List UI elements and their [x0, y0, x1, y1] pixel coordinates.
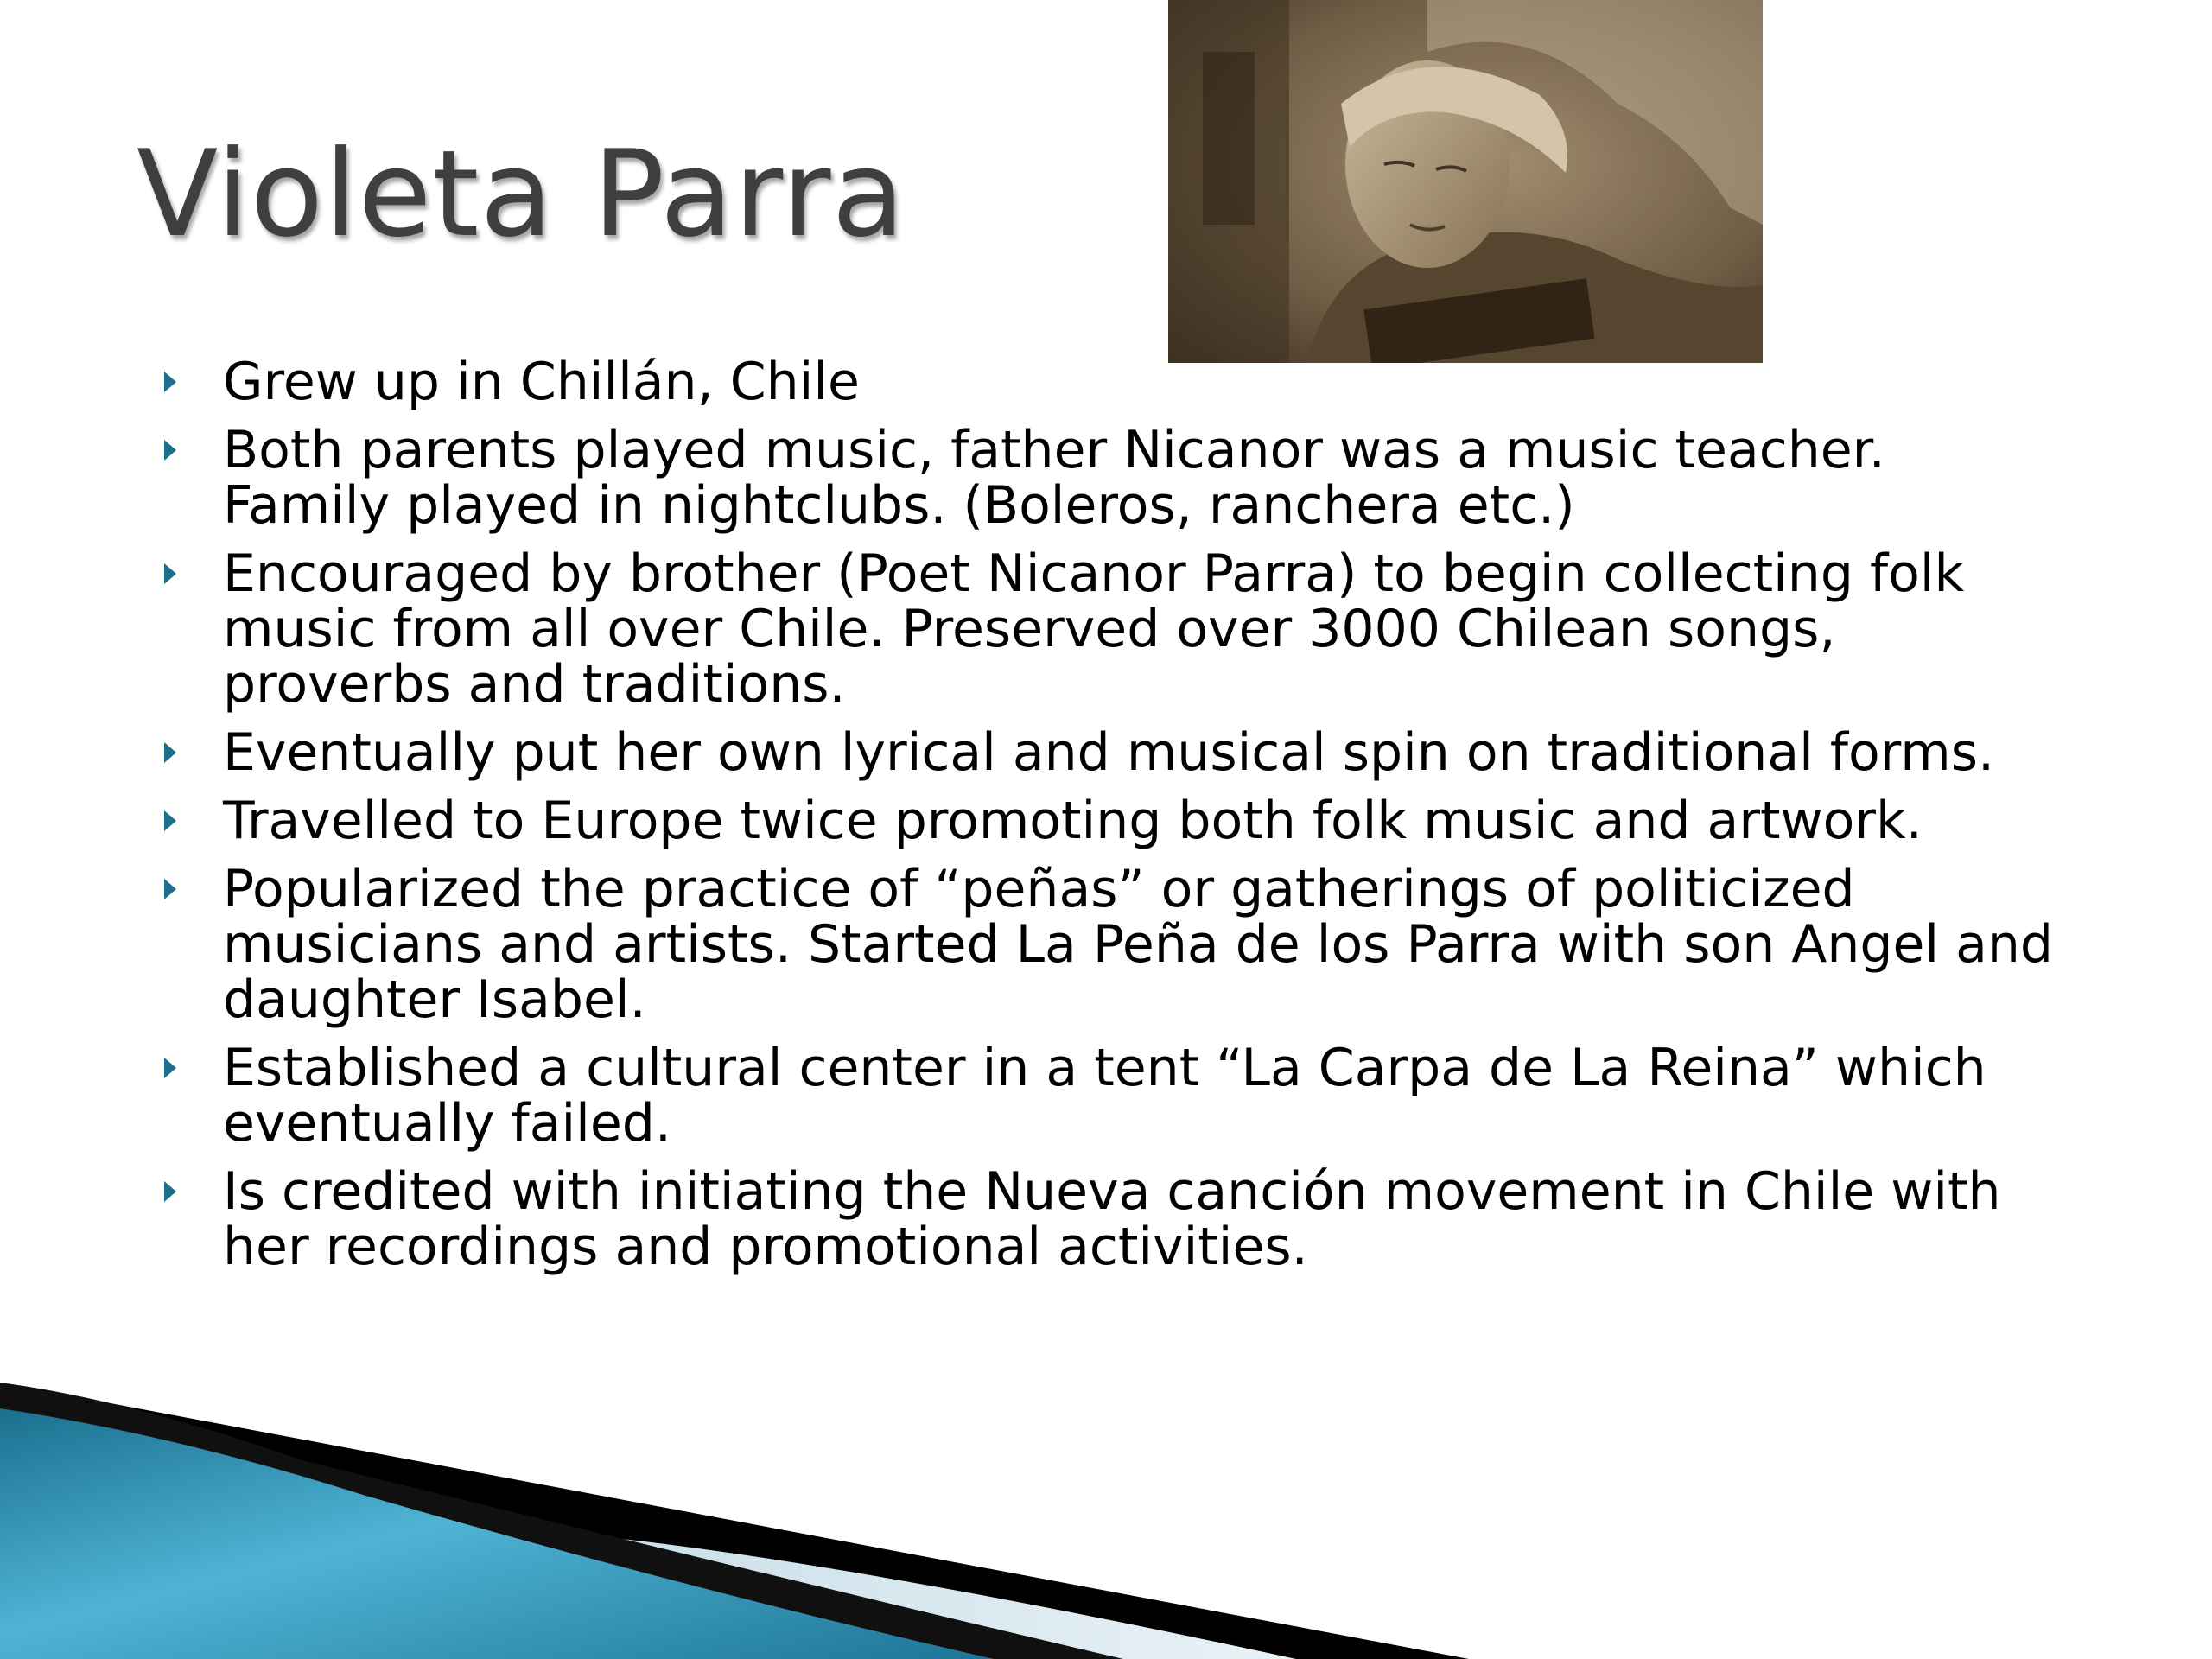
bullet-list — [164, 354, 2065, 1287]
triangle-bullet-icon — [164, 1181, 176, 1202]
bullet-text: Travelled to Europe twice promoting both folk music and artwork. — [223, 791, 1923, 851]
decorative-swoosh — [0, 1382, 2212, 1659]
bullet-text: Both parents played music, father Nicanor was a music teacher. Family played in nightclubs. (Boleros, ranchera etc.) — [223, 420, 1885, 536]
triangle-bullet-icon — [164, 879, 176, 899]
list-item — [164, 1038, 2065, 1154]
portrait-photo — [1168, 0, 1763, 363]
triangle-bullet-icon — [164, 742, 176, 763]
list-item — [164, 793, 2065, 849]
bullet-text: Eventually put her own lyrical and musical spin on traditional forms. — [223, 722, 1995, 783]
triangle-bullet-icon — [164, 563, 176, 584]
bullet-text: Encouraged by brother (Poet Nicanor Parra) to begin collecting folk music from all over Chile. Preserved over 3000 Chilean songs, proverbs and traditions. — [223, 543, 1965, 715]
bullet-text: Popularized the practice of “peñas” or gatherings of politicized musicians and artists. Started La Peña de los Parra with son Angel and daughter Isabel. — [223, 859, 2053, 1030]
portrait-photo-image — [1168, 0, 1763, 363]
triangle-bullet-icon — [164, 810, 176, 831]
list-item — [164, 722, 2065, 783]
list-item — [164, 354, 2065, 410]
list-item — [164, 859, 2065, 1030]
bullet-text: Established a cultural center in a tent “La Carpa de La Reina” which eventually failed. — [223, 1038, 1986, 1154]
triangle-bullet-icon — [164, 372, 176, 392]
list-item — [164, 1161, 2065, 1277]
list-item — [164, 543, 2065, 715]
triangle-bullet-icon — [164, 440, 176, 461]
triangle-bullet-icon — [164, 1058, 176, 1078]
slide-title: Violeta Parra — [137, 124, 906, 264]
bullet-text: Grew up in Chillán, Chile — [223, 352, 860, 412]
bullet-text: Is credited with initiating the Nueva canción movement in Chile with her recordings and promotional activities. — [223, 1161, 2001, 1277]
list-item — [164, 420, 2065, 536]
